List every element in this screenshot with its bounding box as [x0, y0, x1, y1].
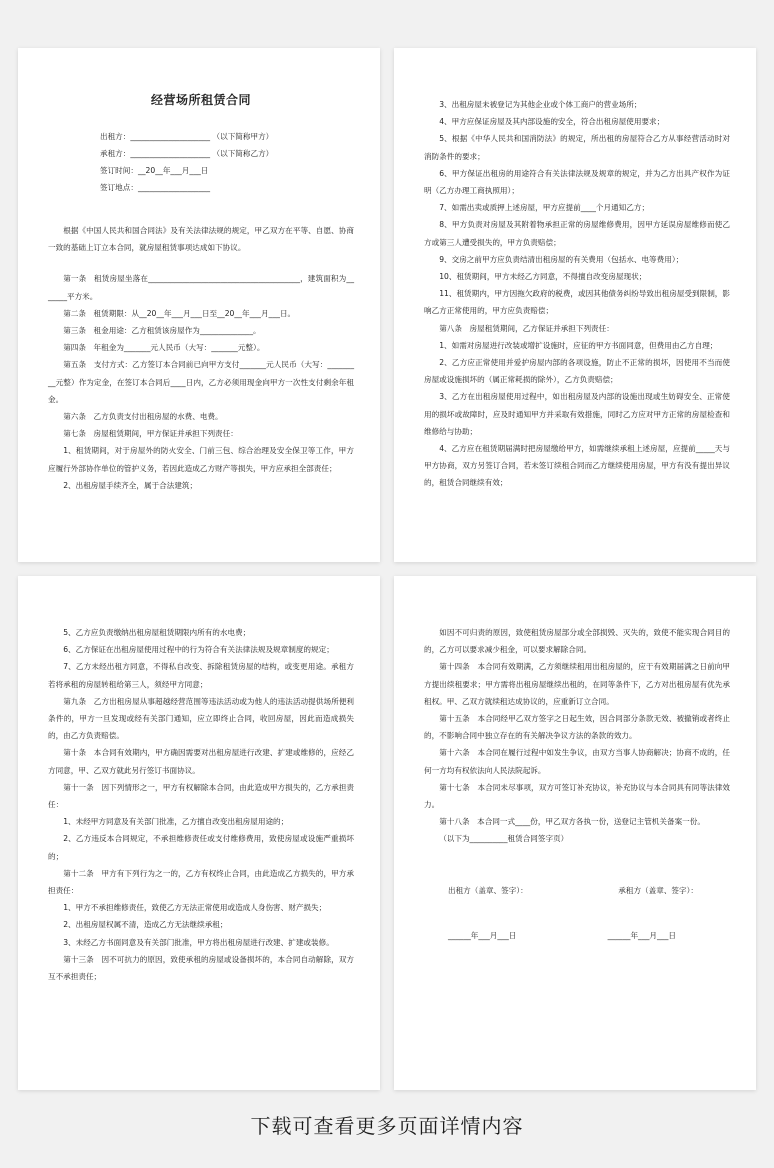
paragraph: 3、未经乙方书面同意及有关部门批准，甲方将出租房屋进行改建、扩建或装修。 [63, 937, 334, 947]
lessor-signature-label: 出租方（盖章、签字）： [448, 885, 528, 895]
paragraph: 第九条 乙方出租房屋从事超越经营范围等违法活动或为他人的违法活动提供场所便利条件的，甲方一旦发现或经有关部门通知，应立即终止合同，收回房屋，因此而造成损失的，由乙方负责赔偿。 [48, 696, 354, 741]
paragraph: 第七条 房屋租赁期间，甲方保证并承担下列责任： [63, 429, 238, 439]
paragraph: 第三条 租金用途：乙方租赁该房屋作为______________。 [63, 326, 261, 336]
lessor-line: 出租方：_____________________ （以下简称甲方） [100, 132, 274, 141]
document-page-1 [18, 48, 380, 562]
paragraph: 第十四条 本合同有效期满，乙方须继续租用出租房屋的，应于有效期届满之日前向甲方提出续租要求；甲方需将出租房屋继续出租的，在同等条件下，乙方对出租房屋有优先承租权。甲、乙双方就续租达成协议的，应重新订立合同。 [424, 662, 730, 706]
document-page-4 [394, 576, 756, 1090]
paragraph: 3、乙方在出租房屋使用过程中，如出租房屋及内部的设施出现或生妨碍安全、正常使用的损坏或故障时，应及时通知甲方并采取有效措施，同时乙方应对甲方正常的房屋检查和维修给与协助； [424, 392, 730, 436]
paragraph: （以下为__________租赁合同签字页） [439, 834, 569, 844]
paragraph: 2、乙方应正常使用并爱护房屋内部的各项设施，防止不正常的损坏，因使用不当而使房屋或设施损坏的（属正常耗损的除外），乙方负责赔偿； [424, 358, 730, 385]
paragraph: 3、出租房屋未被登记为其他企业或个体工商户的营业场所； [439, 100, 642, 109]
paragraph: 7、乙方未经出租方同意，不得私自改变、拆除租赁房屋的结构，或变更用途。承租方若将承租的房屋转租给第三人，须经甲方同意； [48, 662, 354, 689]
paragraph: 第十五条 本合同经甲乙双方签字之日起生效，因合同部分条款无效、被撤销或者终止的，不影响合同中独立存在的有关解决争议方法的条款的效力。 [424, 714, 730, 741]
paragraph: 5、根据《中华人民共和国消防法》的规定，所出租的房屋符合乙方从事经营活动时对消防条件的要求； [424, 134, 730, 161]
paragraph: 11、租赁期内，甲方因拖欠政府的税费，或因其他债务纠纷导致出租房屋受到限制，影响乙方正常使用的，甲方应负责赔偿； [424, 289, 730, 316]
paragraph: 2、出租房屋手续齐全，属于合法建筑； [63, 480, 198, 490]
paragraph: 8、甲方负责对房屋及其附着物承担正常的房屋维修费用，因甲方延误房屋维修而使乙方或第三人遭受损失的，甲方负责赔偿； [424, 220, 730, 247]
lessee-date: ______年___月___日 [607, 930, 676, 940]
paragraph: 第十一条 因下列情形之一，甲方有权解除本合同，由此造成甲方损失的，乙方承担责任： [48, 782, 354, 810]
signing-place-line: 签订地点：___________________ [100, 183, 211, 192]
lessor-date: ______年___月___日 [448, 930, 517, 940]
paragraph: 4、乙方应在租赁期届满时把房屋缴给甲方，如需继续承租上述房屋，应提前_____天与甲方协商，双方另签订合同，若未签订续租合同而乙方继续使用房屋，甲方有没有提出异议的，租赁合同继续有效； [424, 444, 730, 488]
paragraph: 2、出租房屋权属不清，造成乙方无法继续承租； [63, 920, 228, 930]
paragraph: 6、乙方保证在出租房屋使用过程中的行为符合有关法律法规及规章制度的规定； [63, 645, 334, 655]
paragraph: 第十八条 本合同一式____份，甲乙双方各执一份，送登记主管机关备案一份。 [439, 817, 705, 827]
document-page-2 [394, 48, 756, 562]
paragraph: 1、租赁期间，对于房屋外的防火安全、门前三包、综合治理及安全保卫等工作，甲方应履行外部协作单位的管护义务，若因此造成乙方财产等损失，甲方应承担全部责任； [48, 446, 354, 473]
paragraph: 第八条 房屋租赁期间，乙方保证并承担下列责任： [439, 323, 614, 333]
paragraph: 9、交房之前甲方应负责结清出租房屋的有关费用（包括水、电等费用）； [439, 254, 684, 264]
paragraph: 第十三条 因不可抗力的原因，致使承租的房屋或设备损坏的，本合同自动解除，双方互不承担责任； [48, 954, 354, 982]
footer-caption: 下载可查看更多页面详情内容 [250, 1114, 524, 1138]
document-title: 经营场所租赁合同 [150, 93, 251, 107]
paragraph: 第五条 支付方式：乙方签订本合同前已向甲方支付_______元人民币（大写：_________元整）作为定金，在签订本合同后____日内，乙方必须用现金向甲方一次性支付剩余年租金。 [48, 360, 354, 404]
paragraph: 第十二条 甲方有下列行为之一的，乙方有权终止合同，由此造成乙方损失的，甲方承担责任： [48, 868, 354, 896]
signing-date-line: 签订时间：__20__年___月___日 [100, 166, 209, 175]
paragraph: 1、甲方不承担维修责任，致使乙方无法正常使用或造成人身伤害、财产损失； [63, 903, 327, 913]
paragraph: 第四条 年租金为_______元人民币（大写：_______元整）。 [63, 343, 265, 353]
paragraph: 5、乙方应负责缴纳出租房屋租赁期限内所有的水电费； [63, 628, 251, 637]
paragraph: 第六条 乙方负责支付出租房屋的水费、电费。 [63, 412, 223, 422]
paragraph: 1、未经甲方同意及有关部门批准，乙方擅自改变出租房屋用途的； [63, 817, 289, 827]
paragraph: 第一条 租赁房屋坐落在________________________________________，建筑面积为_______平方米。 [48, 274, 354, 301]
paragraph: 2、乙方违反本合同规定，不承担维修责任或支付维修费用，致使房屋或设施严重损坏的； [48, 834, 354, 861]
paragraph: 7、如需出卖或质押上述房屋，甲方应提前____个月通知乙方； [439, 203, 650, 213]
header-info [48, 128, 354, 196]
paragraph: 如因不可归责的原因，致使租赁房屋部分或全部损毁、灭失的，致使不能实现合同目的的，乙方可以要求减少租金，可以要求解除合同。 [424, 628, 730, 655]
lessee-signature-label: 承租方（盖章、签字）： [618, 885, 698, 895]
lessee-line: 承租方：_____________________ （以下简称乙方） [100, 149, 274, 158]
intro-paragraph: 根据《中国人民共和国合同法》及有关法律法规的规定，甲乙双方在平等、自愿、协商一致的基础上订立本合同，就房屋租赁事项达成如下协议。 [48, 226, 354, 253]
paragraph: 第十条 本合同有效期内，甲方确因需要对出租房屋进行改建、扩建或维修的，应经乙方同意，甲、乙双方就此另行签订书面协议。 [48, 748, 354, 775]
document-page-3 [18, 576, 380, 1090]
signature-date-row [424, 927, 730, 944]
paragraph: 1、如需对房屋进行改装或增扩设施时，应征的甲方书面同意，但费用由乙方自理； [439, 340, 718, 350]
paragraph: 第十六条 本合同在履行过程中如发生争议，由双方当事人协商解决；协商不成的，任何一方均有权依法向人民法院起诉。 [424, 748, 730, 775]
paragraph: 第二条 租赁期限：从__20__年___月___日至__20__年___月___日。 [63, 308, 296, 318]
signature-row [424, 882, 730, 899]
paragraph: 6、甲方保证出租房的用途符合有关法律法规及规章的规定，并为乙方出具产权作为证明（乙方办理工商执照用）； [424, 168, 730, 196]
paragraph: 10、租赁期间，甲方未经乙方同意，不得擅自改变房屋现状； [439, 272, 647, 282]
paragraph: 4、甲方应保证房屋及其内部设施的安全，符合出租房屋使用要求； [439, 117, 665, 127]
paragraph: 第十七条 本合同未尽事项，双方可签订补充协议，补充协议与本合同具有同等法律效力。 [424, 782, 730, 810]
